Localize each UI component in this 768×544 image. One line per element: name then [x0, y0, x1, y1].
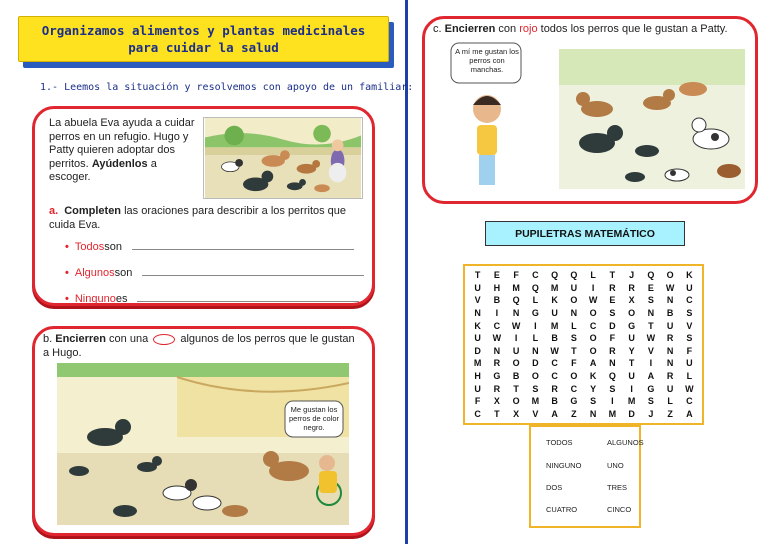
grid-letter[interactable]: J	[648, 408, 654, 419]
grid-letter[interactable]: C	[493, 320, 501, 331]
grid-letter[interactable]: U	[666, 320, 674, 331]
word-item: TODOS	[546, 438, 573, 447]
grid-letter[interactable]: A	[589, 358, 597, 369]
grid-letter[interactable]: Q	[531, 282, 539, 293]
grid-letter[interactable]: O	[589, 345, 597, 356]
bullet-icon: •	[65, 293, 69, 305]
part-a-text: las oraciones para describir a los perritos que cuida Eva.	[49, 205, 347, 231]
grid-letter[interactable]: K	[551, 295, 558, 306]
grid-letter[interactable]: I	[611, 396, 614, 407]
grid-letter[interactable]: T	[628, 358, 635, 369]
grid-letter[interactable]: T	[494, 408, 500, 419]
grid-letter[interactable]: C	[589, 320, 597, 331]
grid-letter[interactable]: O	[570, 370, 578, 381]
grid-letter[interactable]: O	[531, 370, 539, 381]
question-c-prefix: c.	[433, 23, 442, 35]
word-item: CUATRO	[546, 505, 578, 514]
question-b-text-1: con una	[106, 333, 152, 345]
grid-letter[interactable]: N	[589, 408, 597, 419]
grid-letter[interactable]: O	[666, 270, 674, 281]
word-item: NINGUNO	[546, 461, 582, 470]
grid-letter[interactable]: F	[686, 345, 693, 356]
grid-letter[interactable]: Z	[571, 408, 577, 419]
patty-bubble-text: A mí me gustan los perros con manchas.	[455, 47, 519, 74]
word-item: TRES	[607, 483, 628, 492]
hugo-box	[32, 326, 375, 536]
grid-letter[interactable]: U	[570, 282, 578, 293]
grid-letter[interactable]: S	[647, 396, 654, 407]
grid-letter[interactable]: C	[686, 396, 693, 407]
story-body: La abuela Eva ayuda a cuidar perros en un refugio. Hugo y Patty quieren adoptar dos perritos.	[49, 117, 195, 170]
grid-letter[interactable]: W	[646, 333, 656, 344]
grid-letter[interactable]: R	[551, 383, 558, 394]
grid-letter[interactable]: N	[474, 308, 481, 319]
pupiletras-title: PUPILETRAS MATEMÁTICO	[485, 221, 685, 246]
grid-letter[interactable]: N	[666, 358, 674, 369]
bullet-icon: •	[65, 241, 69, 253]
grid-letter[interactable]: Q	[608, 370, 616, 381]
grid-letter[interactable]: I	[630, 383, 633, 394]
grid-letter[interactable]: U	[474, 282, 481, 293]
bullet-icon: •	[65, 267, 69, 279]
grid-letter[interactable]: K	[589, 370, 597, 381]
sentence-word: Todos	[74, 241, 105, 253]
grid-letter[interactable]: Y	[590, 383, 597, 394]
grid-letter[interactable]: M	[531, 396, 540, 407]
grid-letter[interactable]: A	[551, 408, 558, 419]
situation-box	[32, 106, 375, 306]
part-a-bold: Completen	[64, 205, 122, 217]
sentence-row-ninguno[interactable]	[65, 293, 359, 305]
word-search-cells	[468, 269, 699, 420]
title-line-2: para cuidar la salud	[128, 40, 279, 55]
grid-letter[interactable]: B	[512, 370, 520, 381]
grid-letter[interactable]: X	[513, 408, 520, 419]
grid-letter[interactable]: N	[532, 345, 539, 356]
grid-letter[interactable]: K	[474, 320, 481, 331]
question-c	[433, 23, 728, 35]
grid-letter[interactable]: O	[589, 333, 597, 344]
grid-letter[interactable]: S	[532, 383, 539, 394]
grid-letter[interactable]: V	[686, 320, 693, 331]
grid-letter[interactable]: F	[609, 333, 616, 344]
grid-letter[interactable]: U	[686, 358, 693, 369]
grid-letter[interactable]: L	[571, 320, 577, 331]
grid-letter[interactable]: G	[531, 308, 539, 319]
grid-letter[interactable]: L	[667, 396, 673, 407]
grid-letter[interactable]: Y	[628, 345, 635, 356]
sentence-word: Ninguno	[74, 293, 116, 305]
grid-letter[interactable]: M	[550, 320, 559, 331]
answer-line[interactable]	[142, 275, 364, 276]
title-line-1: Organizamos alimentos y plantas medicinales	[41, 23, 366, 38]
word-item: ALGUNOS	[607, 438, 644, 447]
grid-letter[interactable]: C	[474, 408, 481, 419]
lesson-title-banner	[18, 16, 389, 62]
grid-letter[interactable]: S	[647, 295, 654, 306]
grid-letter[interactable]: L	[686, 370, 693, 381]
grid-letter[interactable]: Z	[667, 408, 673, 419]
question-b-text-2: algunos de los perros que le gustan a Hugo.	[43, 333, 355, 359]
grid-letter[interactable]: R	[666, 333, 674, 344]
grid-letter[interactable]: O	[570, 295, 578, 306]
grid-letter[interactable]: O	[512, 358, 520, 369]
grid-letter[interactable]: G	[493, 370, 501, 381]
question-c-red-word: rojo	[519, 23, 538, 35]
grid-letter[interactable]: A	[686, 408, 693, 419]
grid-letter[interactable]: X	[493, 396, 500, 407]
sentence-rest: es	[115, 293, 128, 305]
grid-letter[interactable]: X	[628, 295, 635, 306]
grid-letter[interactable]: H	[474, 370, 481, 381]
grid-letter[interactable]: B	[551, 333, 558, 344]
grid-letter[interactable]: U	[666, 383, 674, 394]
word-search-grid	[463, 264, 704, 425]
grid-letter[interactable]: N	[666, 295, 674, 306]
shelter-scene-illustration	[203, 117, 363, 199]
grid-letter[interactable]: M	[627, 396, 636, 407]
sentence-row-algunos[interactable]	[65, 267, 364, 279]
grid-letter[interactable]: S	[686, 333, 693, 344]
grid-letter[interactable]: C	[686, 295, 693, 306]
grid-letter[interactable]: F	[513, 270, 519, 281]
grid-letter[interactable]: R	[628, 282, 635, 293]
grid-letter[interactable]: W	[665, 282, 675, 293]
story-end: a escoger.	[49, 157, 157, 183]
grid-letter[interactable]: E	[609, 295, 616, 306]
grid-letter[interactable]: I	[514, 333, 518, 344]
grid-letter[interactable]: I	[649, 358, 653, 369]
question-b-bold: Encierren	[55, 333, 106, 345]
answer-line[interactable]	[137, 301, 359, 302]
grid-letter[interactable]: C	[532, 270, 539, 281]
grid-letter[interactable]: I	[534, 320, 537, 331]
grid-letter[interactable]: R	[609, 282, 616, 293]
grid-letter[interactable]: B	[551, 396, 558, 407]
grid-letter[interactable]: N	[493, 345, 501, 356]
grid-letter[interactable]: R	[666, 370, 674, 381]
grid-letter[interactable]: D	[609, 320, 616, 331]
grid-letter[interactable]: D	[628, 408, 635, 419]
grid-letter[interactable]: R	[609, 345, 616, 356]
story-bold: Ayúdenlos	[91, 157, 148, 170]
question-c-text-2: todos los perros que le gustan a Patty.	[537, 23, 728, 35]
grid-letter[interactable]: T	[513, 383, 519, 394]
grid-letter[interactable]: N	[512, 308, 520, 319]
grid-letter[interactable]: S	[609, 308, 616, 319]
question-c-bold: Encierren	[444, 23, 496, 35]
grid-letter[interactable]: W	[550, 345, 559, 356]
grid-letter[interactable]: F	[474, 396, 481, 407]
grid-letter[interactable]: I	[495, 308, 499, 319]
oval-icon	[153, 334, 175, 345]
grid-letter[interactable]: F	[571, 358, 577, 369]
grid-letter[interactable]: W	[492, 333, 502, 344]
story-text	[49, 117, 199, 185]
grid-letter[interactable]: C	[551, 358, 558, 369]
grid-letter[interactable]: U	[512, 345, 520, 356]
grid-letter[interactable]: S	[570, 333, 577, 344]
grid-letter[interactable]: M	[473, 358, 482, 369]
grid-letter[interactable]: M	[550, 282, 559, 293]
word-item: UNO	[607, 461, 624, 470]
grid-letter[interactable]: C	[551, 370, 558, 381]
grid-letter[interactable]: C	[570, 383, 578, 394]
grid-letter[interactable]: W	[588, 295, 598, 306]
grid-letter[interactable]: L	[532, 333, 539, 344]
grid-letter[interactable]: S	[609, 383, 616, 394]
grid-letter[interactable]: G	[628, 320, 636, 331]
sentence-word: Algunos	[74, 267, 115, 279]
grid-letter[interactable]: U	[686, 282, 693, 293]
grid-letter[interactable]: W	[511, 320, 521, 331]
grid-letter[interactable]: K	[686, 270, 693, 281]
part-a-letter: a.	[49, 205, 59, 217]
grid-letter[interactable]: J	[629, 270, 635, 281]
grid-letter[interactable]: H	[493, 282, 501, 293]
grid-letter[interactable]: O	[589, 308, 597, 319]
word-list	[529, 425, 644, 528]
hugo-dogs-illustration[interactable]	[57, 363, 349, 525]
word-item: DOS	[546, 483, 563, 492]
sentence-rest: son	[104, 241, 122, 253]
grid-letter[interactable]: U	[628, 333, 635, 344]
grid-letter[interactable]: U	[474, 383, 481, 394]
word-item: CINCO	[607, 505, 632, 514]
instruction-text: 1.- Leemos la situación y resolvemos con apoyo de un familiar:	[40, 82, 414, 93]
sentence-row-todos[interactable]	[65, 241, 354, 253]
grid-letter[interactable]: E	[493, 270, 500, 281]
grid-letter[interactable]: L	[532, 295, 539, 306]
grid-letter[interactable]: O	[628, 308, 636, 319]
grid-letter[interactable]: T	[609, 270, 616, 281]
grid-letter[interactable]: T	[474, 270, 481, 281]
grid-letter[interactable]: W	[685, 383, 694, 394]
grid-letter[interactable]: N	[666, 345, 674, 356]
grid-letter[interactable]: Q	[570, 270, 578, 281]
grid-letter[interactable]: T	[571, 345, 577, 356]
grid-letter[interactable]: M	[608, 408, 617, 419]
grid-letter[interactable]: N	[647, 308, 655, 319]
grid-letter[interactable]: M	[512, 282, 520, 293]
patty-box	[422, 16, 758, 204]
grid-letter[interactable]: E	[647, 282, 654, 293]
grid-letter[interactable]: U	[474, 333, 481, 344]
grid-letter[interactable]: L	[590, 270, 596, 281]
grid-letter[interactable]: B	[666, 308, 674, 319]
grid-letter[interactable]: U	[628, 370, 635, 381]
grid-letter[interactable]: U	[551, 308, 558, 319]
answer-line[interactable]	[132, 249, 354, 250]
grid-letter[interactable]: V	[532, 408, 539, 419]
grid-letter[interactable]: Q	[512, 295, 520, 306]
part-a-instruction	[49, 205, 367, 232]
grid-letter[interactable]: I	[591, 282, 595, 293]
hugo-bubble-text: Me gustan los perros de color negro.	[288, 405, 340, 432]
grid-letter[interactable]: Q	[647, 270, 655, 281]
grid-letter[interactable]: N	[570, 308, 578, 319]
grid-letter[interactable]: S	[590, 396, 597, 407]
grid-letter[interactable]: G	[570, 396, 578, 407]
grid-letter[interactable]: D	[474, 345, 481, 356]
grid-letter[interactable]: D	[532, 358, 539, 369]
grid-letter[interactable]: R	[493, 358, 501, 369]
grid-letter[interactable]: T	[648, 320, 654, 331]
grid-letter[interactable]: R	[493, 383, 501, 394]
grid-letter[interactable]: B	[493, 295, 501, 306]
grid-letter[interactable]: Q	[551, 270, 559, 281]
grid-letter[interactable]: N	[609, 358, 616, 369]
question-b	[43, 333, 363, 360]
grid-letter[interactable]: V	[647, 345, 654, 356]
question-b-prefix: b.	[43, 333, 53, 345]
grid-letter[interactable]: S	[686, 308, 693, 319]
grid-letter[interactable]: V	[474, 295, 481, 306]
question-c-text-1: con	[495, 23, 520, 35]
grid-letter[interactable]: A	[647, 370, 655, 381]
grid-letter[interactable]: G	[647, 383, 655, 394]
sentence-rest: son	[114, 267, 133, 279]
grid-letter[interactable]: O	[512, 396, 520, 407]
